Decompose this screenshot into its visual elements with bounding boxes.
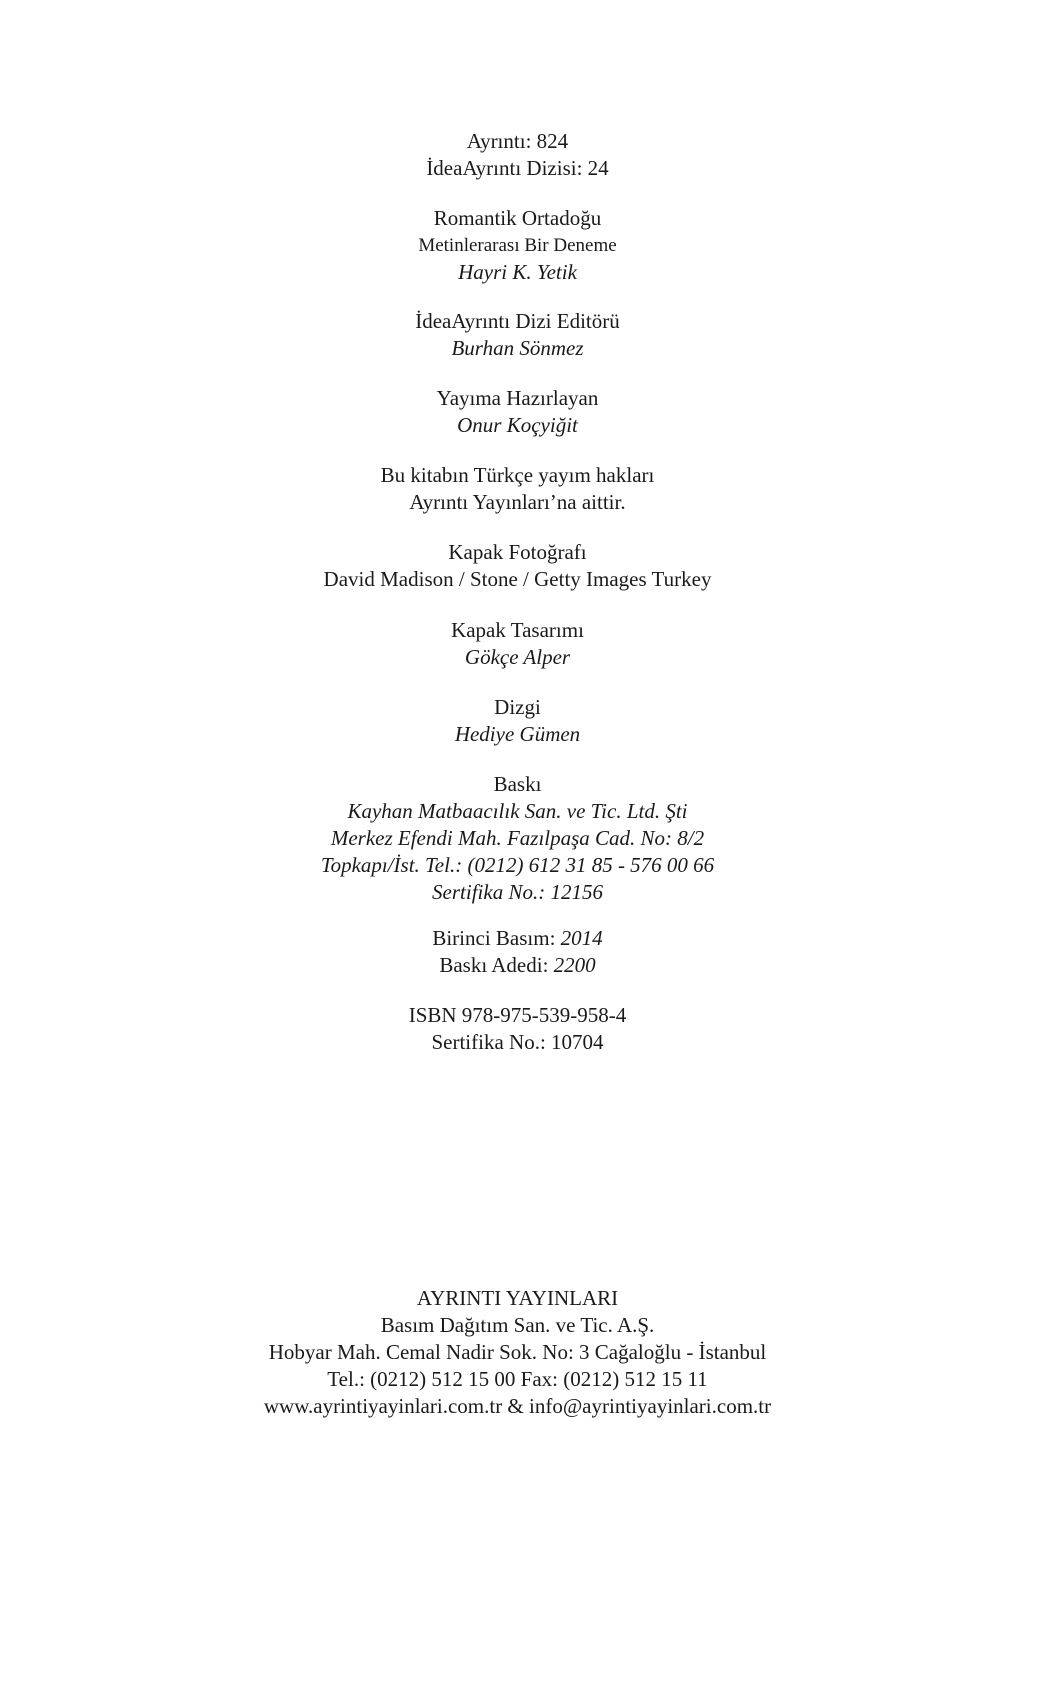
cover-design-name: Gökçe Alper (464, 645, 571, 669)
printing-info (0, 771, 1049, 906)
publisher-info (0, 1285, 1049, 1420)
edition-info (0, 925, 1049, 979)
print-count-value: 2200 (553, 953, 596, 977)
prepared-by-label: Yayıma Hazırlayan (436, 386, 599, 410)
publisher-name: AYRINTI YAYINLARI (416, 1286, 619, 1310)
series-number: Ayrıntı: 824 (466, 129, 569, 153)
typesetting-info (0, 694, 1049, 748)
first-edition-label: Birinci Basım: (432, 926, 561, 950)
publisher-company: Basım Dağıtım San. ve Tic. A.Ş. (380, 1313, 655, 1337)
book-subtitle: Metinlerarası Bir Deneme (418, 235, 617, 256)
print-count (0, 952, 1049, 979)
isbn-info (0, 1002, 1049, 1056)
editor-label: İdeaAyrıntı Dizi Editörü (415, 309, 620, 333)
book-author: Hayri K. Yetik (458, 260, 577, 284)
first-edition-year: 2014 (560, 926, 603, 950)
print-count-label: Baskı Adedi: (439, 953, 554, 977)
cover-photo-credit: David Madison / Stone / Getty Images Turkey (323, 567, 712, 591)
printer-name: Kayhan Matbaacılık San. ve Tic. Ltd. Şti (347, 799, 688, 823)
editor-name: Burhan Sönmez (451, 336, 584, 360)
publisher-phone: Tel.: (0212) 512 15 00 Fax: (0212) 512 15 11 (327, 1367, 708, 1391)
rights-line-2: Ayrıntı Yayınları’na aittir. (409, 490, 626, 514)
typesetting-name: Hediye Gümen (454, 722, 581, 746)
cover-photo-label: Kapak Fotoğrafı (448, 540, 587, 564)
book-title: Romantik Ortadoğu (433, 206, 602, 230)
series-name: İdeaAyrıntı Dizisi: 24 (426, 156, 609, 180)
cover-photo-info (0, 539, 1049, 593)
rights-line-1: Bu kitabın Türkçe yayım hakları (380, 463, 655, 487)
printing-label: Baskı (493, 772, 542, 796)
editor-info (0, 308, 1049, 362)
series-info (0, 128, 1049, 182)
publisher-address: Hobyar Mah. Cemal Nadir Sok. No: 3 Cağaloğlu - İstanbul (268, 1340, 767, 1364)
typesetting-label: Dizgi (494, 695, 541, 719)
publisher-web: www.ayrintiyayinlari.com.tr & info@ayrintiyayinlari.com.tr (263, 1394, 772, 1418)
prepared-by-info (0, 385, 1049, 439)
isbn-number: ISBN 978-975-539-958-4 (408, 1003, 627, 1027)
cover-design-label: Kapak Tasarımı (451, 618, 584, 642)
isbn-certificate: Sertifika No.: 10704 (431, 1030, 604, 1054)
printer-certificate: Sertifika No.: 12156 (432, 880, 603, 904)
first-edition (0, 925, 1049, 952)
cover-design-info (0, 617, 1049, 671)
prepared-by-name: Onur Koçyiğit (457, 413, 578, 437)
printer-phone: Topkapı/İst. Tel.: (0212) 612 31 85 - 576 00 66 (320, 853, 715, 877)
book-info (0, 205, 1049, 286)
rights-info (0, 462, 1049, 516)
printer-address: Merkez Efendi Mah. Fazılpaşa Cad. No: 8/2 (330, 826, 705, 850)
